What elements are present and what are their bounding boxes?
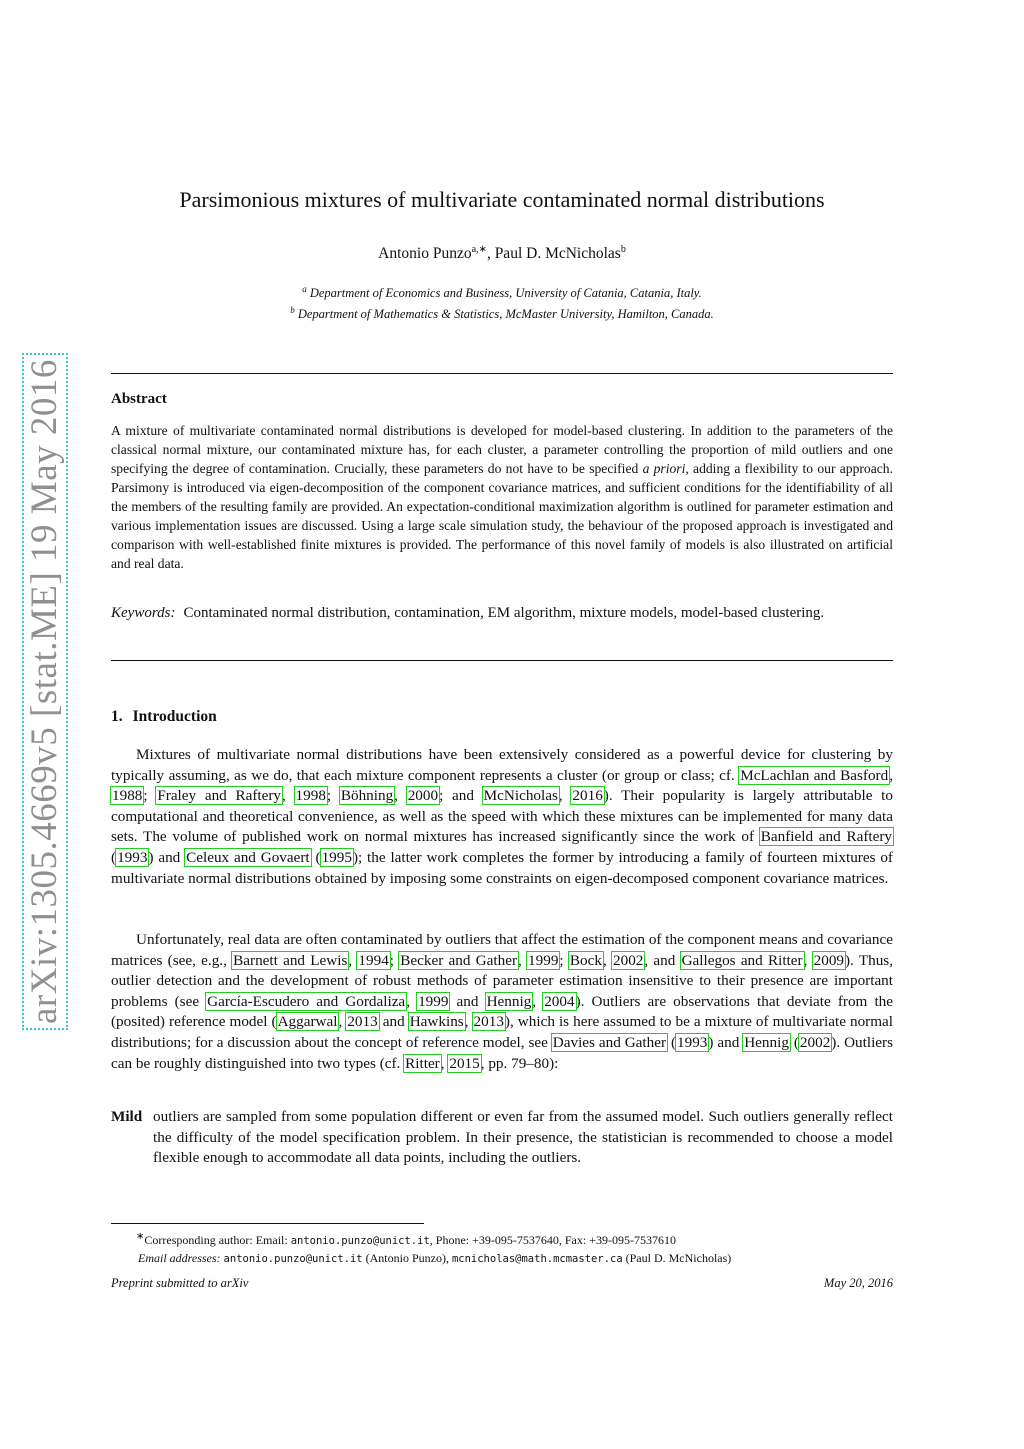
citation-link[interactable]: Hennig [486, 992, 532, 1010]
citation-link[interactable]: Gallegos and Ritter [681, 951, 803, 969]
citation-link[interactable]: Banfield and Raftery [760, 828, 892, 846]
footnote-text: Corresponding author: Email: [144, 1233, 291, 1247]
citation-link[interactable]: García-Escudero and Gordaliza [207, 992, 406, 1010]
mild-outliers-item [111, 1107, 893, 1169]
keywords-text: Contaminated normal distribution, contamination, EM algorithm, mixture models, model-based clustering. [183, 605, 825, 621]
text-run: , [406, 992, 418, 1010]
text-run: ); the latter work completes the former by introducing a family of fourteen mixtures of multivariate normal distributions obtained by imposing some constraints on eigen-decomposed component covariance matrices. [111, 848, 893, 887]
mild-term: Mild [111, 1108, 143, 1125]
text-run: and [449, 992, 486, 1010]
text-run: , [602, 951, 612, 969]
text-run: and [378, 1013, 409, 1031]
text-run: ). Their popularity is largely attributable to computational and theoretical convenience, as well as the speed with which these mixtures can be implemented for many data sets. The volume of published work on normal mixtures has increased significantly since the work of [111, 787, 893, 846]
citation-link[interactable]: 2016 [572, 787, 603, 805]
citation-link[interactable]: 1998 [295, 787, 326, 805]
section-number: 1. [111, 708, 123, 725]
arxiv-identifier-stamp[interactable]: arXiv:1305.4669v5 [stat.ME] 19 May 2016 [22, 353, 68, 1030]
citation-link[interactable]: Hawkins [409, 1013, 464, 1031]
affiliations [111, 281, 893, 323]
citation-link[interactable]: 1993 [117, 848, 148, 866]
footnote-line-corresponding [111, 1228, 893, 1250]
abstract-text [111, 421, 893, 573]
text-run: , [518, 951, 528, 969]
text-run: ). Outliers are observations that deviate from the (posited) reference model ( [111, 992, 893, 1031]
text-run: Mixtures of multivariate normal distributions have been extensively considered as a powerful device for clustering by typically assuming, as we do, that each mixture component represents a cluster (or group or class; cf. [111, 746, 893, 784]
text-run: , [558, 787, 572, 805]
text-run: , [889, 766, 894, 784]
citation-link[interactable]: 1995 [321, 848, 352, 866]
text-run: ( [111, 848, 117, 866]
citation-link[interactable]: Hennig [744, 1033, 789, 1051]
affiliation-line [111, 302, 893, 323]
citation-link[interactable]: Ritter [405, 1054, 440, 1072]
email-link[interactable]: antonio.punzo@unict.it [223, 1253, 363, 1265]
citation-link[interactable]: Aggarwal [277, 1013, 338, 1031]
citation-link[interactable]: 2002 [799, 1033, 831, 1051]
citation-link[interactable]: Celeux and Govaert [186, 848, 310, 866]
author-name: Antonio Punzo [378, 245, 472, 263]
citation-link[interactable]: 1988 [112, 787, 143, 805]
citation-link[interactable]: 1999 [528, 951, 559, 969]
email-link[interactable]: mcnicholas@math.mcmaster.ca [451, 1253, 623, 1265]
text-run: , [394, 787, 407, 805]
affiliation-line [111, 281, 893, 302]
abstract-text-part: A mixture of multivariate contaminated normal distributions is developed for model-based clustering. In addition to the parameters of the classical normal mixture, our contaminated mixture has, for each cluster, a parameter controlling the proportion of mild outliers and one specifying the degree of contamination. Crucially, these parameters do not have to be specified [111, 423, 893, 476]
paper-title: Parsimonious mixtures of multivariate contaminated normal distributions [179, 187, 825, 212]
section-title: Introduction [132, 708, 217, 725]
citation-link[interactable]: 1999 [418, 992, 449, 1010]
text-run: ; [389, 951, 400, 969]
section-heading-introduction [111, 708, 217, 726]
intro-paragraph-2 [111, 930, 893, 1074]
footer-preprint-note: Preprint submitted to arXiv [111, 1276, 249, 1290]
footnote [111, 1228, 893, 1268]
keywords [111, 603, 893, 624]
mild-description: outliers are sampled from some population different or even far from the assumed model. Such outliers generally reflect the difficulty of the model specification problem. In their presence, the statistician is recommended to choose a model flexible enough to accommodate all data points, including the outliers. [153, 1108, 893, 1167]
citation-link[interactable]: Becker and Gather [400, 951, 517, 969]
citation-link[interactable]: 2013 [347, 1013, 378, 1031]
citation-link[interactable]: 2000 [407, 787, 439, 805]
text-run: ( [667, 1033, 677, 1051]
abstract-bottom-rule [111, 660, 893, 661]
abstract-top-rule [111, 373, 893, 374]
citation-link[interactable]: Barnett and Lewis [233, 951, 348, 969]
author-superscript[interactable]: b [620, 244, 626, 255]
author-name: Paul D. McNicholas [494, 245, 621, 263]
citation-link[interactable]: Fraley and Raftery [157, 787, 282, 805]
citation-link[interactable]: 2009 [813, 951, 844, 969]
footer-date: May 20, 2016 [823, 1276, 893, 1290]
text-run: , [464, 1013, 473, 1031]
citation-link[interactable]: 1994 [358, 951, 389, 969]
citation-link[interactable]: McLachlan and Basford [740, 766, 889, 784]
footnote-rule [111, 1223, 424, 1224]
citation-link[interactable]: Bock [569, 951, 602, 969]
page-footer [111, 1276, 893, 1291]
text-run: , [338, 1013, 347, 1031]
keywords-label: Keywords: [111, 605, 176, 621]
citation-link[interactable]: 2002 [613, 951, 644, 969]
citation-link[interactable]: 2004 [544, 992, 575, 1010]
text-run: ), which is here assumed to be a mixture of multivariate normal distributions; for a discussion about the concept of reference model, see [111, 1013, 894, 1051]
text-run: , and [644, 951, 681, 969]
author-separator: , [486, 245, 495, 263]
text-run: ; and [439, 787, 483, 805]
footnote-text: (Antonio Punzo), [362, 1251, 452, 1265]
text-run: ). Outliers can be roughly distinguished into two types (cf. [111, 1033, 893, 1072]
text-run: ; [559, 951, 569, 969]
citation-link[interactable]: 1993 [677, 1033, 708, 1051]
citation-link[interactable]: 2013 [473, 1013, 504, 1031]
author-superscript[interactable]: a,∗ [471, 244, 487, 255]
affiliation-text: Department of Economics and Business, University of Catania, Catania, Italy. [306, 286, 702, 301]
footnote-mark: ∗ [136, 1231, 145, 1242]
text-run: ; [326, 787, 340, 805]
text-run: , [348, 951, 358, 969]
citation-link[interactable]: Böhning [340, 787, 394, 805]
text-run: ( [789, 1033, 799, 1051]
text-run: ). Thus, outlier detection and the development of robust methods of parameter estimation insensitive to their presence are important problems (see [111, 951, 893, 1010]
footnote-text: , Phone: +39-095-7537640, Fax: +39-095-7537610 [429, 1233, 676, 1247]
affiliation-mark: b [290, 305, 295, 316]
abstract-text-part: , adding a flexibility to our approach. Parsimony is introduced via eigen-decomposition of the component covariance matrices, and sufficient conditions for the identifiability of all the members of the resulting family are provided. An expectation-conditional maximization algorithm is outlined for parameter estimation and various implementation issues are discussed. Using a large scale simulation study, the behaviour of the proposed approach is investigated and comparison with well-established finite mixtures is provided. The performance of this novel family of models is also illustrated on artificial and real data. [111, 461, 893, 571]
footnote-text: (Paul D. McNicholas) [622, 1251, 732, 1265]
email-addresses-label: Email addresses: [138, 1251, 221, 1265]
author-list [111, 244, 893, 263]
affiliation-text: Department of Mathematics & Statistics, McMaster University, Hamilton, Canada. [294, 307, 714, 322]
abstract-heading: Abstract [111, 391, 167, 407]
citation-link[interactable]: Davies and Gather [552, 1033, 667, 1051]
text-run: , pp. 79–80): [480, 1054, 559, 1072]
citation-link[interactable]: 2015 [449, 1054, 480, 1072]
text-run: ; [143, 787, 157, 805]
text-run: , [440, 1054, 449, 1072]
email-link[interactable]: antonio.punzo@unict.it [290, 1235, 430, 1247]
citation-link[interactable]: McNicholas [483, 787, 558, 805]
abstract-italic: a priori [642, 461, 686, 476]
footnote-line-emails [111, 1250, 893, 1268]
text-run: ) and [148, 848, 186, 866]
text-run: , [532, 992, 544, 1010]
text-run: ( [310, 848, 321, 866]
intro-paragraph-1 [111, 745, 893, 889]
text-run: , [803, 951, 813, 969]
affiliation-mark: a [302, 284, 307, 294]
text-run: ) and [708, 1033, 744, 1051]
text-run: , [282, 787, 295, 805]
text-run: Unfortunately, real data are often contaminated by outliers that affect the estimation of the component means and covariance matrices (see, e.g., [111, 931, 893, 969]
